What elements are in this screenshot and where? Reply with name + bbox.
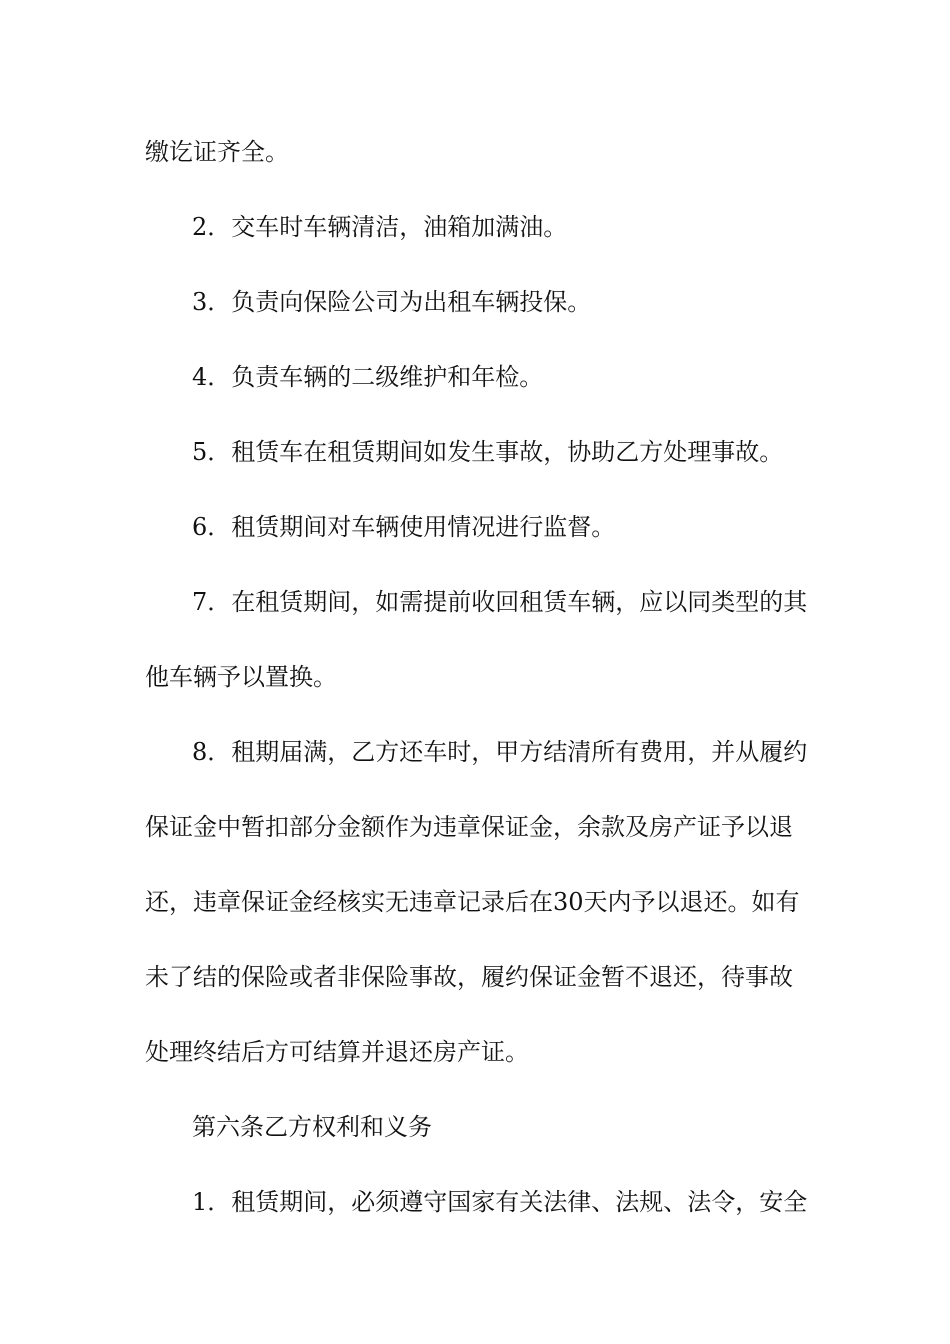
section-heading: 第六条乙方权利和义务 bbox=[192, 1113, 432, 1141]
list-item: 8．租期届满，乙方还车时，甲方结清所有费用，并从履约 bbox=[192, 738, 808, 766]
list-item: 5．租赁车在租赁期间如发生事故，协助乙方处理事故。 bbox=[192, 438, 784, 466]
text-line: 保证金中暂扣部分金额作为违章保证金，余款及房产证予以退 bbox=[145, 813, 793, 841]
list-item: 6．租赁期间对车辆使用情况进行监督。 bbox=[192, 513, 616, 541]
list-item: 4．负责车辆的二级维护和年检。 bbox=[192, 363, 544, 391]
text-line: 还，违章保证金经核实无违章记录后在30天内予以退还。如有 bbox=[145, 888, 800, 916]
list-item: 7．在租赁期间，如需提前收回租赁车辆，应以同类型的其 bbox=[192, 588, 808, 616]
list-item: 2．交车时车辆清洁，油箱加满油。 bbox=[192, 213, 568, 241]
list-item: 3．负责向保险公司为出租车辆投保。 bbox=[192, 288, 592, 316]
list-item: 1．租赁期间，必须遵守国家有关法律、法规、法令，安全 bbox=[192, 1188, 808, 1216]
text-line: 缴讫证齐全。 bbox=[145, 138, 289, 166]
text-line: 未了结的保险或者非保险事故，履约保证金暂不退还，待事故 bbox=[145, 963, 793, 991]
text-line: 他车辆予以置换。 bbox=[145, 663, 337, 691]
text-line: 处理终结后方可结算并退还房产证。 bbox=[145, 1038, 529, 1066]
